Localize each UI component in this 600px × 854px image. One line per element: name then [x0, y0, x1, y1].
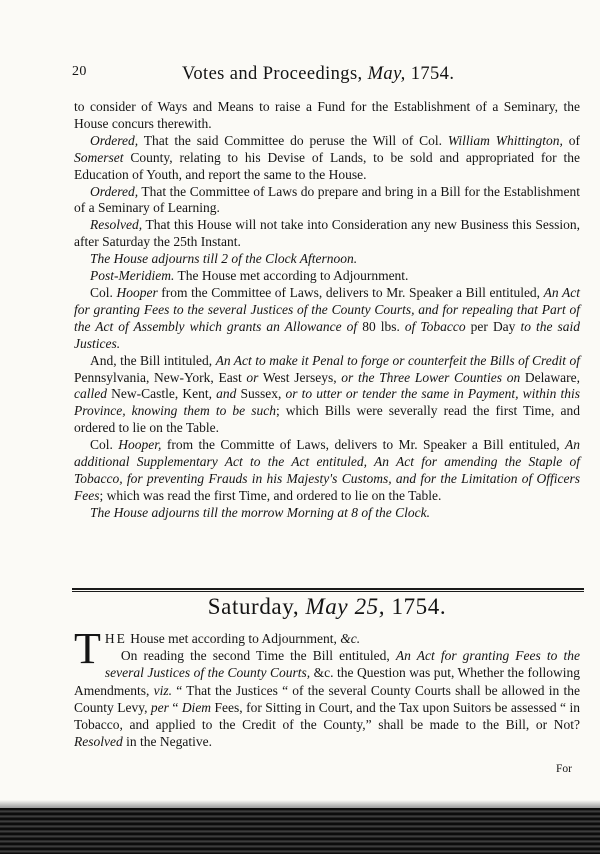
running-title-year: 1754. [410, 64, 455, 84]
paragraph-text: “ That the Justices “ of the several County Courts shall be allowed in the County Levy, [74, 682, 580, 715]
paragraph-text: 80 lbs. [357, 318, 405, 334]
paragraph-text: in the Negative. [122, 734, 212, 750]
paragraph [74, 268, 580, 285]
paragraph-text: ; which Bills were severally read the first Time, and ordered to lie on the Table. [74, 403, 580, 436]
bill-title: of Tobacco [404, 318, 466, 334]
running-title-month: May, [367, 64, 406, 84]
viz-mark: viz. [153, 682, 172, 698]
paragraph-text: The House met according to Adjournment. [174, 268, 409, 284]
bill-title: or [246, 369, 259, 385]
bill-title: called [74, 386, 107, 402]
section-rule [72, 591, 584, 592]
place-names: Delaware, [520, 369, 580, 385]
paragraph-text: ; which was read the first Time, and ordered to lie on the Table. [99, 487, 442, 503]
day-heading-year: 1754. [391, 594, 447, 619]
paragraph: to consider of Ways and Means to raise a Fund for the Establishment of a Seminary, the House concurs therewith. [74, 99, 580, 131]
paragraph [74, 217, 580, 251]
paragraph-text: Col. [90, 437, 119, 453]
paragraph-text: That the said Committee do peruse the Will of Col. [138, 132, 448, 148]
county-name: Somerset [74, 149, 124, 165]
adjournment-line [74, 505, 580, 522]
bill-title: An Act to make it Penal to forge or counterfeit the Bills of Credit of [215, 352, 580, 368]
bill-title: and [216, 386, 237, 402]
bill-title: An Act for granting Fees to the several Justices of the County Courts, and for repealing that Part of the Act of Assembly which grants an Allowance of [74, 284, 580, 334]
paragraph [74, 647, 580, 750]
section-rule [72, 588, 584, 590]
bill-title: or to utter or tender the same in Payment, within this Province, knowing them to be such [74, 386, 580, 419]
bill-title: An additional Supplementary Act to the Act entituled, An Act for amending the Staple of Tobacco, for preventing Frauds in his Majesty's Customs, and for the Limitation of Officers Fees [74, 437, 580, 503]
book-edge [0, 808, 600, 854]
adjournment-text: The House adjourns till the morrow Morning at 8 of the Clock. [90, 504, 430, 520]
paragraph-text: On reading the second Time the Bill entituled, [120, 648, 396, 664]
etc-mark: &c. [340, 631, 361, 646]
latin-term: Diem [181, 699, 212, 715]
paragraph-text: County, relating to his Devise of Lands, to be sold and appropriated for the Education of Youth, and report the same to the House. [74, 149, 580, 182]
paragraph-text: &c. the Question was put, Whether the following Amendments, [74, 665, 580, 698]
drop-cap: T [74, 624, 101, 673]
bill-title: An Act for granting Fees to the several Justices of the County Courts, [104, 648, 580, 681]
session-text-second [74, 624, 580, 750]
paragraph [74, 133, 580, 184]
paragraph-text: from the Committee of Laws, delivers to Mr. Speaker a Bill entituled, [157, 284, 544, 300]
adjournment-text: The House adjourns till 2 of the Clock Afternoon. [90, 251, 358, 267]
paragraph [74, 184, 580, 218]
day-heading [72, 594, 582, 620]
catchword: For [556, 763, 572, 775]
ordered-lead: Ordered, [90, 183, 139, 199]
day-heading-weekday: Saturday, [207, 594, 300, 619]
paragraph [74, 353, 580, 438]
post-meridiem-lead: Post-Meridiem. [90, 268, 175, 284]
paragraph-text: Col. [90, 284, 117, 300]
paragraph [74, 285, 580, 353]
resolved-lead: Resolved, [90, 217, 143, 233]
person-name: Hooper [116, 284, 158, 300]
opening-caps: HE [104, 631, 127, 646]
running-title [182, 64, 454, 85]
ordered-lead: Ordered, [90, 132, 139, 148]
session-text-first [74, 99, 580, 522]
resolved-lead: Resolved [74, 734, 123, 750]
person-name: Hooper, [118, 437, 162, 453]
place-names: West Jerseys, [258, 369, 342, 385]
paragraph-text: of [562, 132, 580, 148]
paragraph [74, 437, 580, 505]
place-names: New-Castle, Kent, [107, 386, 217, 402]
paragraph-text: House met according to Adjournment, [126, 631, 341, 646]
paragraph-text: That the Committee of Laws do prepare and bring in a Bill for the Establishment of a Seminary of Learning. [74, 183, 580, 216]
paragraph-text: per Day [465, 318, 521, 334]
paragraph-text: Fees, for Sitting in Court, and the Tax upon Suitors be assessed “ in Tobacco, and applied to the Credit of the County,” shall be made to the Bill, or Not? [74, 699, 580, 733]
bill-title: or the Three Lower Counties on [341, 369, 521, 385]
paragraph-text: “ [168, 699, 182, 715]
person-name: William Whittington, [447, 132, 563, 148]
page-edge-shadow [0, 800, 600, 808]
paragraph-text: That this House will not take into Consideration any new Business this Session, after Saturday the 25th Instant. [74, 217, 580, 250]
latin-term: per [150, 699, 169, 715]
place-names: Pennsylvania, New-York, East [74, 369, 247, 385]
paragraph-text: from the Committe of Laws, delivers to Mr. Speaker a Bill entituled, [161, 437, 565, 453]
paragraph-text: And, the Bill intituled, [90, 352, 216, 368]
place-names: Sussex, [236, 386, 286, 402]
running-title-text: Votes and Proceedings, [182, 64, 363, 84]
bill-title: to the said Justices. [74, 318, 580, 351]
adjournment-line [74, 251, 580, 268]
day-heading-date: May 25, [305, 594, 386, 619]
page-number: 20 [72, 64, 87, 79]
